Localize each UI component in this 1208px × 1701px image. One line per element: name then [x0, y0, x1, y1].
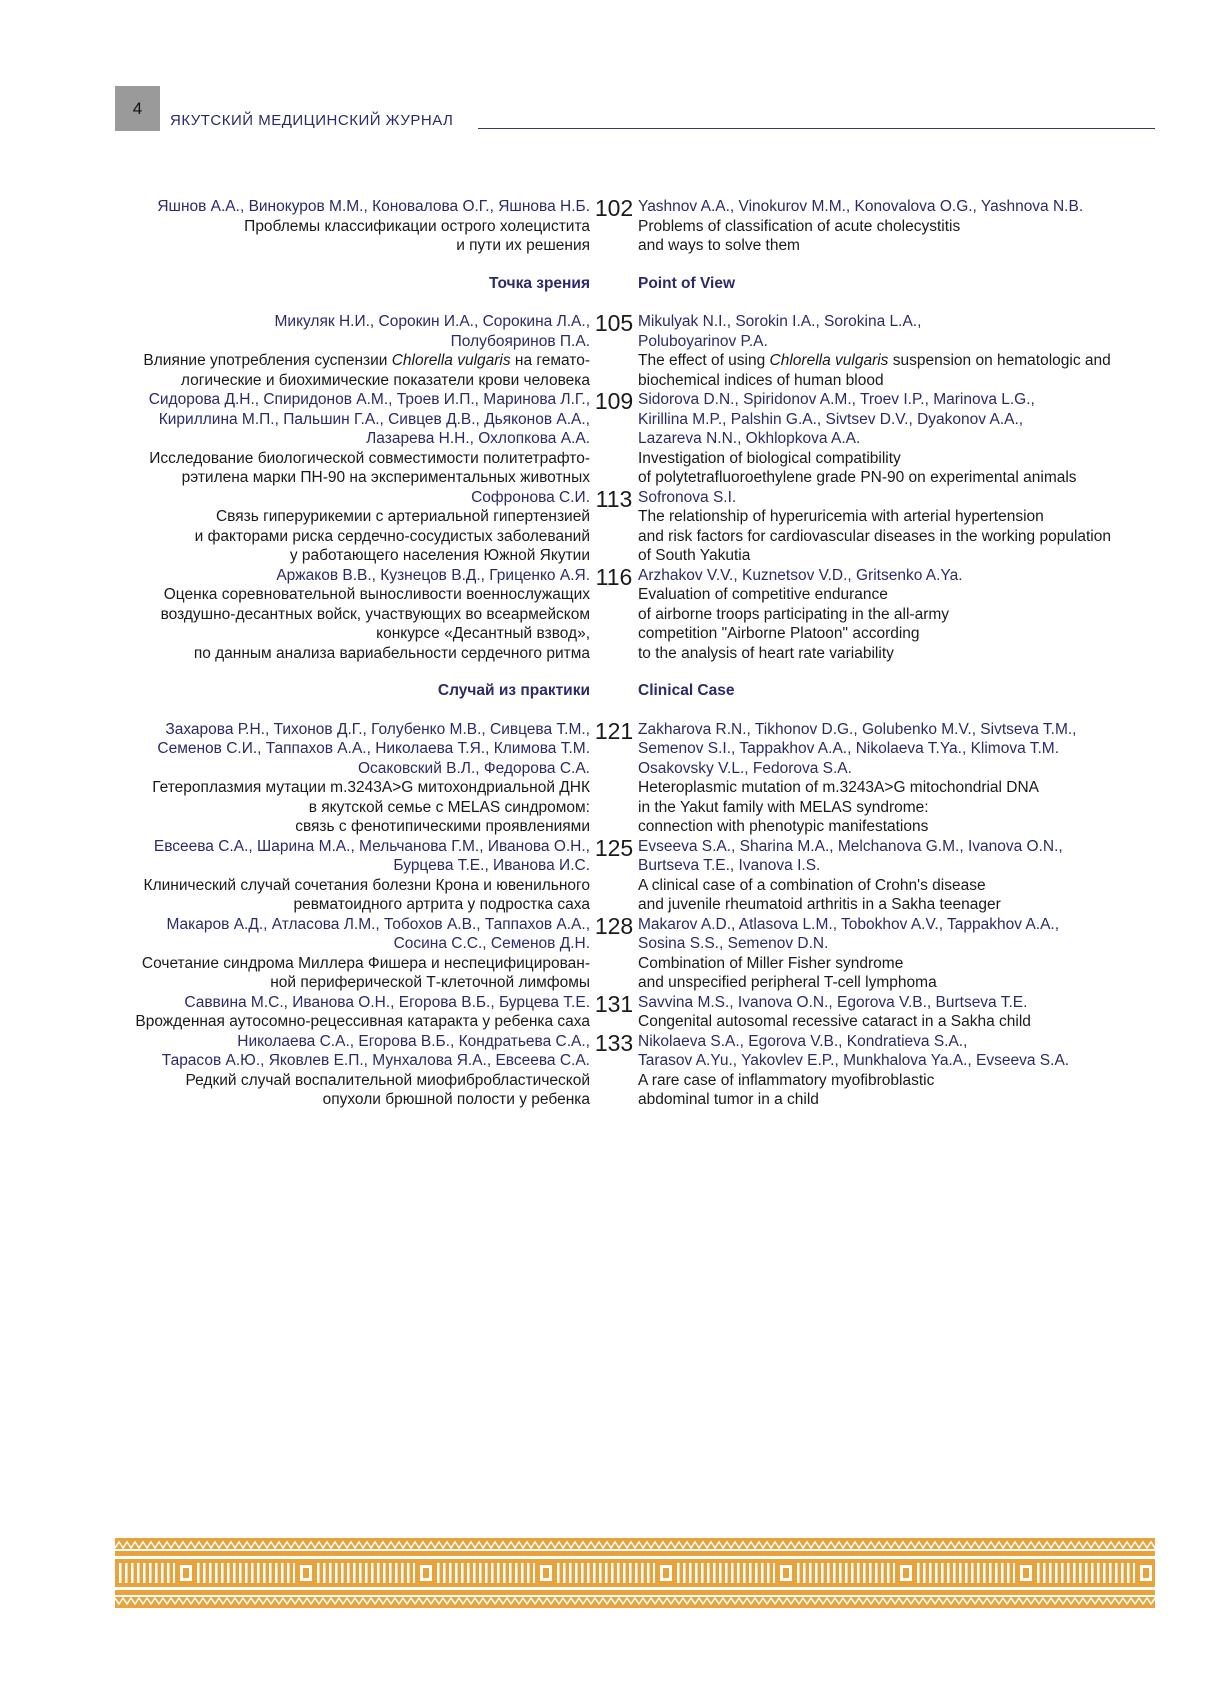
- ru-title: Проблемы классификации острого холецистита: [244, 217, 590, 235]
- page-ref[interactable]: 113: [595, 485, 633, 512]
- en-title: and unspecified peripheral T-cell lymphoma: [638, 974, 937, 991]
- toc-entry[interactable]: [0, 390, 1208, 488]
- en-title: and juvenile rheumatoid arthritis in a Sakha teenager: [638, 896, 1001, 913]
- ru-authors: Микуляк Н.И., Сорокин И.А., Сорокина Л.А.,: [274, 313, 590, 330]
- en-title: abdominal tumor in a child: [638, 1091, 819, 1108]
- page-ref[interactable]: 131: [594, 990, 634, 1017]
- en-title: Investigation of biological compatibility: [638, 449, 901, 467]
- ru-title: в якутской семье с MELAS синдромом:: [308, 798, 590, 816]
- en-column: [638, 1032, 1178, 1110]
- en-title: biochemical indices of human blood: [638, 371, 884, 389]
- ru-title: Связь гиперурикемии с артериальной гипертензией: [215, 508, 590, 525]
- en-authors: Semenov S.I., Tappakhov A.A., Nikolaeva T.Ya., Klimova T.M.: [638, 740, 1060, 757]
- ru-column: [90, 915, 590, 993]
- ru-authors: Яшнов А.А., Винокуров М.М., Коновалова О.Г., Яшнова Н.Б.: [157, 198, 590, 215]
- en-column: [638, 488, 1178, 566]
- en-authors: Lazareva N.N., Okhlopkova A.A.: [638, 430, 861, 447]
- en-title: Congenital autosomal recessive cataract in a Sakha child: [638, 1013, 1031, 1030]
- en-title: connection with phenotypic manifestations: [638, 818, 929, 835]
- en-title: A clinical case of a combination of Crohn's disease: [638, 876, 986, 894]
- en-title: Problems of classification of acute cholecystitis: [638, 217, 961, 235]
- page-number-box: [115, 86, 160, 131]
- page-ref[interactable]: 128: [594, 912, 634, 939]
- ru-authors: Софронова С.И.: [471, 488, 590, 506]
- en-title: of South Yakutia: [638, 547, 751, 564]
- toc-entry[interactable]: [0, 197, 1208, 256]
- en-column: [638, 837, 1178, 915]
- page-ref[interactable]: 105: [594, 310, 634, 336]
- en-title: The relationship of hyperuricemia with arterial hypertension: [638, 508, 1044, 525]
- page-ref[interactable]: 125: [594, 834, 634, 861]
- ru-authors: Николаева С.А., Егорова В.Б., Кондратьева С.А.,: [237, 1032, 590, 1050]
- en-authors: Savvina M.S., Ivanova O.N., Egorova V.B., Burtseva T.E.: [638, 993, 1028, 1011]
- en-column: [638, 720, 1178, 837]
- en-column: [638, 197, 1178, 256]
- ru-title: Влияние употребления суспензии Chlorella vulgaris на гемато-: [143, 352, 590, 369]
- section-heading-en: Point of View: [638, 274, 736, 292]
- page-number: 4: [132, 98, 143, 118]
- ru-title: ной периферической Т-клеточной лимфомы: [270, 974, 590, 991]
- en-authors: Arzhakov V.V., Kuznetsov V.D., Gritsenko A.Ya.: [638, 566, 963, 584]
- page-ref[interactable]: 116: [595, 563, 633, 590]
- en-authors: Burtseva T.E., Ivanova I.S.: [638, 857, 821, 874]
- en-column: [638, 915, 1178, 993]
- en-authors: Osakovsky V.L., Fedorova S.A.: [638, 759, 852, 777]
- en-authors: Tarasov A.Yu., Yakovlev E.P., Munkhalova Ya.A., Evseeva S.A.: [638, 1052, 1070, 1069]
- ru-column: [90, 837, 590, 915]
- ru-title: Оценка соревновательной выносливости военнослужащих: [163, 586, 590, 603]
- ru-title: конкурсе «Десантный взвод»,: [376, 625, 590, 642]
- section-heading-en: Clinical Case: [638, 682, 735, 699]
- en-authors: Yashnov A.A., Vinokurov M.M., Konovalova O.G., Yashnova N.B.: [638, 198, 1084, 215]
- ru-column: [90, 197, 590, 256]
- en-column: [638, 993, 1178, 1032]
- toc-entry[interactable]: [0, 563, 1208, 664]
- ru-authors: Кириллина М.П., Пальшин Г.А., Сивцев Д.В., Дьяконов А.А.,: [158, 410, 590, 428]
- en-authors: Evseeva S.A., Sharina M.A., Melchanova G.M., Ivanova O.N.,: [638, 837, 1063, 855]
- ru-title: и факторами риска сердечно-сосудистых заболеваний: [194, 527, 590, 545]
- en-authors: Sofronova S.I.: [638, 488, 737, 506]
- ru-title: у работающего населения Южной Якутии: [289, 547, 590, 564]
- en-title: and ways to solve them: [638, 237, 800, 254]
- toc-entry[interactable]: [0, 990, 1208, 1032]
- ru-authors: Сосина С.С., Семенов Д.Н.: [393, 935, 590, 952]
- en-column: [638, 566, 1178, 664]
- ru-authors: Полубояринов П.А.: [450, 332, 590, 350]
- section-heading-ru: Точка зрения: [489, 274, 590, 292]
- ru-authors: Саввина М.С., Иванова О.Н., Егорова В.Б., Бурцева Т.Е.: [184, 993, 590, 1011]
- toc-entry[interactable]: [0, 485, 1208, 566]
- en-authors: Poluboyarinov P.A.: [638, 332, 768, 350]
- page-ref[interactable]: 109: [594, 388, 634, 414]
- ru-title: по данным анализа вариабельности сердечного ритма: [193, 644, 590, 662]
- en-title: of airborne troops participating in the all-army: [638, 605, 950, 623]
- page-ref[interactable]: 102: [594, 195, 634, 221]
- ru-authors: Захарова Р.Н., Тихонов Д.Г., Голубенко М.В., Сивцева Т.М.,: [165, 720, 590, 738]
- section-heading: [0, 681, 1208, 701]
- section-heading: [0, 274, 1208, 294]
- en-title: The effect of using Chlorella vulgaris suspension on hematologic and: [638, 352, 1111, 369]
- ru-title: рэтилена марки ПН-90 на экспериментальных животных: [181, 469, 590, 486]
- en-column: [638, 390, 1178, 488]
- ru-authors: Макаров А.Д., Атласова Л.М., Тобохов А.В., Таппахов А.А.,: [166, 915, 590, 933]
- en-title: Combination of Miller Fisher syndrome: [638, 954, 904, 972]
- ru-title: ревматоидного артрита у подростка саха: [293, 896, 590, 913]
- ru-title: Гетероплазмия мутации m.3243A>G митохондриальной ДНК: [152, 779, 590, 796]
- section-heading-ru: Случай из практики: [437, 682, 590, 699]
- en-title: and risk factors for cardiovascular diseases in the working population: [638, 527, 1111, 545]
- ru-authors: Тарасов А.Ю., Яковлев Е.П., Мунхалова Я.А., Евсеева С.А.: [161, 1052, 590, 1069]
- ru-column: [90, 993, 590, 1032]
- ru-authors: Бурцева Т.Е., Иванова И.С.: [393, 857, 590, 874]
- header-rule: [478, 128, 1155, 129]
- page-ref[interactable]: 133: [594, 1029, 634, 1056]
- toc-entry[interactable]: [0, 312, 1208, 390]
- en-authors: Kirillina M.P., Palshin G.A., Sivtsev D.V., Dyakonov A.A.,: [638, 410, 1024, 428]
- en-authors: Nikolaeva S.A., Egorova V.B., Kondratieva S.A.,: [638, 1032, 968, 1050]
- en-authors: Mikulyak N.I., Sorokin I.A., Sorokina L.A.,: [638, 313, 922, 330]
- journal-title: ЯКУТСКИЙ МЕДИЦИНСКИЙ ЖУРНАЛ: [170, 112, 454, 129]
- ru-column: [90, 488, 590, 566]
- en-authors: Sidorova D.N., Spiridonov A.M., Troev I.P., Marinova L.G.,: [638, 391, 1035, 408]
- ru-title: логические и биохимические показатели крови человека: [180, 371, 590, 389]
- en-title: Evaluation of competitive endurance: [638, 586, 888, 603]
- en-title: to the analysis of heart rate variability: [638, 644, 894, 662]
- en-title: competition "Airborne Platoon" according: [638, 625, 920, 642]
- toc-entry[interactable]: [0, 1029, 1208, 1110]
- en-authors: Zakharova R.N., Tikhonov D.G., Golubenko M.V., Sivtseva T.M.,: [638, 720, 1077, 738]
- page-ref[interactable]: 121: [594, 717, 634, 744]
- ru-column: [90, 566, 590, 664]
- ru-title: связь с фенотипическими проявлениями: [295, 818, 590, 835]
- toc-entry[interactable]: [0, 717, 1208, 837]
- en-title: of polytetrafluoroethylene grade PN-90 on experimental animals: [638, 469, 1077, 486]
- en-title: Heteroplasmic mutation of m.3243A>G mitochondrial DNA: [638, 779, 1040, 796]
- ru-authors: Семенов С.И., Таппахов А.А., Николаева Т.Я., Климова Т.М.: [157, 740, 590, 757]
- ru-title: воздушно-десантных войск, участвующих во всеармейском: [160, 605, 590, 623]
- toc-entry[interactable]: [0, 834, 1208, 915]
- ru-title: Врожденная аутосомно-рецессивная катаракта у ребенка саха: [135, 1013, 590, 1030]
- ru-column: [90, 312, 590, 390]
- ru-authors: Сидорова Д.Н., Спиридонов А.М., Троев И.П., Маринова Л.Г.,: [148, 391, 590, 408]
- toc-entry[interactable]: [0, 912, 1208, 993]
- en-authors: Makarov A.D., Atlasova L.M., Tobokhov A.V., Tappakhov A.A.,: [638, 915, 1060, 933]
- table-of-contents: [0, 197, 1208, 1110]
- ru-column: [90, 390, 590, 488]
- ru-title: Сочетание синдрома Миллера Фишера и неспецифицирован-: [141, 954, 590, 972]
- ru-column: [90, 720, 590, 837]
- ornamental-footer-band: [115, 1538, 1155, 1608]
- ru-title: опухоли брюшной полости у ребенка: [322, 1091, 590, 1108]
- en-column: [638, 312, 1178, 390]
- ru-title: и пути их решения: [456, 237, 590, 254]
- en-title: A rare case of inflammatory myofibroblastic: [638, 1071, 935, 1089]
- ru-authors: Лазарева Н.Н., Охлопкова А.А.: [366, 430, 590, 447]
- ru-title: Клинический случай сочетания болезни Крона и ювенильного: [143, 876, 590, 894]
- en-authors: Sosina S.S., Semenov D.N.: [638, 935, 829, 952]
- ru-title: Исследование биологической совместимости политетрафто-: [149, 449, 590, 467]
- en-title: in the Yakut family with MELAS syndrome:: [638, 798, 929, 816]
- ru-title: Редкий случай воспалительной миофибробластической: [185, 1071, 590, 1089]
- ru-column: [90, 1032, 590, 1110]
- ru-authors: Осаковский В.Л., Федорова С.А.: [357, 759, 590, 777]
- ru-authors: Аржаков В.В., Кузнецов В.Д., Гриценко А.Я.: [276, 566, 590, 584]
- ru-authors: Евсеева С.А., Шарина М.А., Мельчанова Г.М., Иванова О.Н.,: [153, 837, 590, 855]
